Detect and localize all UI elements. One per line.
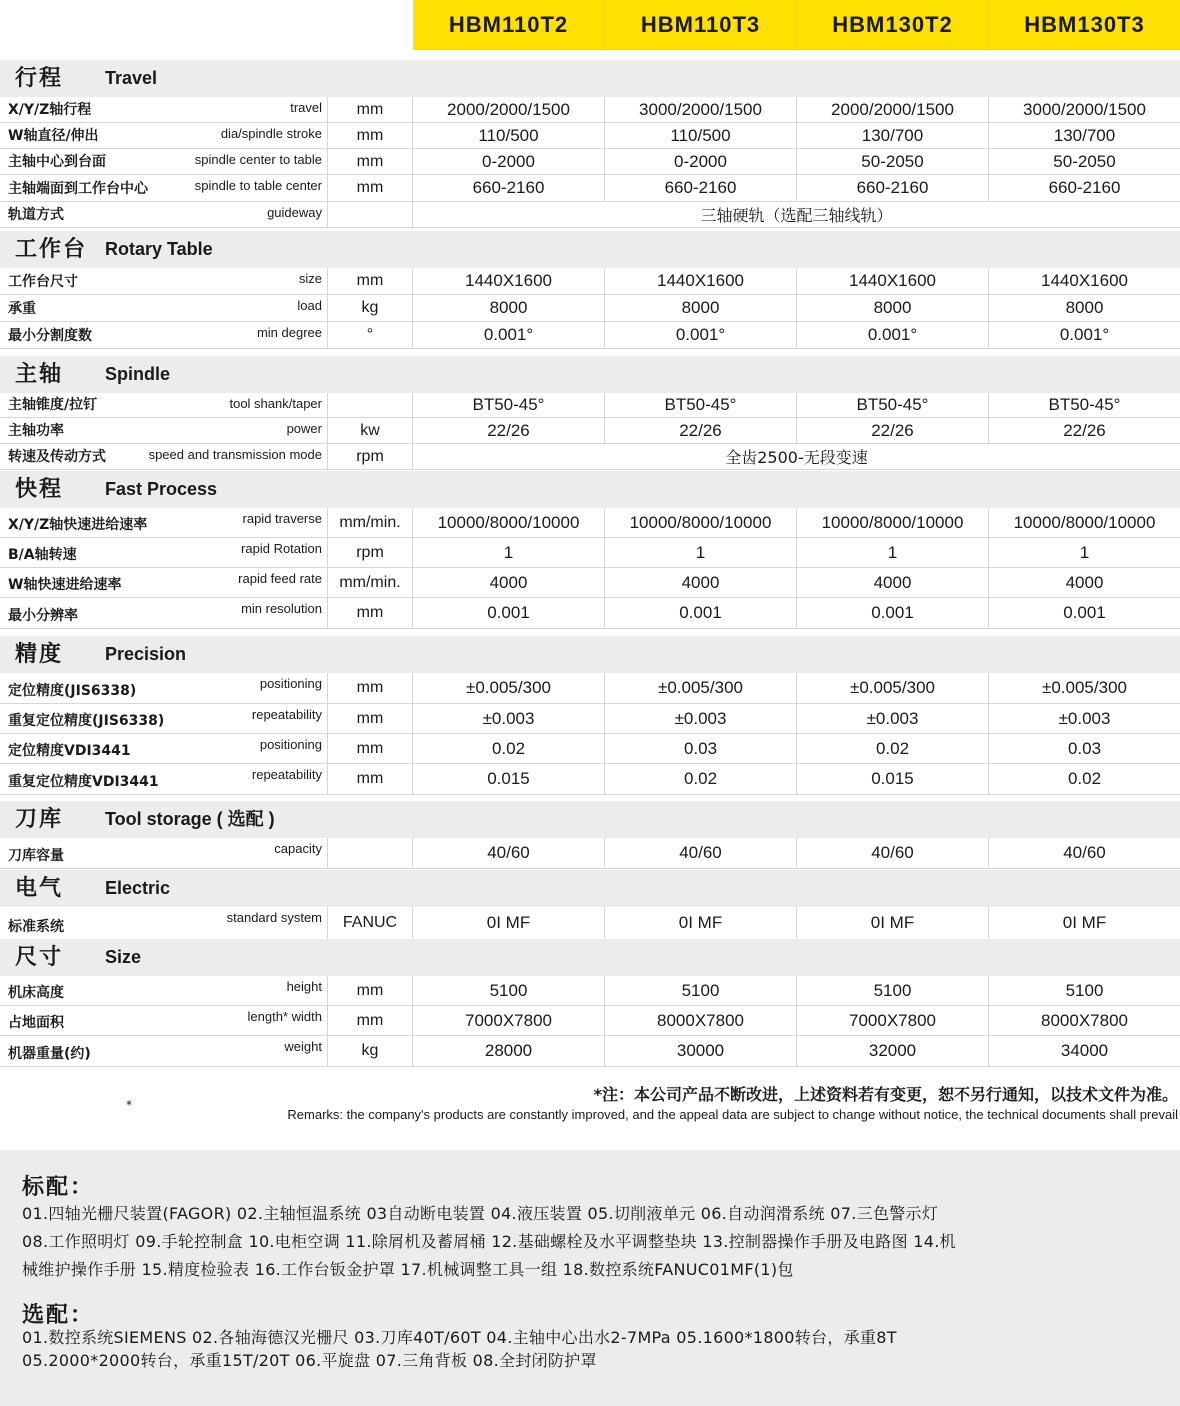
spec-unit: mm bbox=[328, 1006, 413, 1035]
spec-value: 1 bbox=[413, 538, 605, 567]
spec-value: 0.001° bbox=[797, 322, 989, 348]
spec-label bbox=[0, 97, 328, 122]
spec-label-en: positioning bbox=[259, 737, 322, 752]
spec-value: 32000 bbox=[797, 1036, 989, 1066]
spec-label-cn: 主轴功率 bbox=[8, 423, 64, 439]
section-title-en: Tool storage ( 选配 ) bbox=[105, 809, 275, 829]
model-header-0: HBM110T2 bbox=[413, 0, 605, 50]
remarks-cn: *注：本公司产品不断改进，上述资料若有变更，恕不另行通知，以技术文件为准。 bbox=[593, 1085, 1178, 1104]
spec-label-cn: 刀库容量 bbox=[8, 848, 64, 864]
spec-value: 1440X1600 bbox=[1041, 271, 1128, 290]
spec-unit bbox=[328, 393, 413, 417]
spec-value: 660-2160 bbox=[1048, 178, 1121, 197]
spec-value: 0I MF bbox=[605, 907, 797, 939]
section-header bbox=[0, 231, 1180, 268]
spec-value: 0.02 bbox=[413, 734, 605, 763]
header-blank bbox=[0, 0, 413, 50]
spec-label-cn: 机器重量(约) bbox=[8, 1046, 91, 1062]
section-title-en: Spindle bbox=[105, 364, 171, 384]
spec-unit: rpm bbox=[328, 538, 413, 567]
spec-label bbox=[0, 704, 328, 733]
spec-value: 40/60 bbox=[797, 838, 989, 868]
spec-value: 10000/8000/10000 bbox=[1013, 512, 1156, 532]
spec-value: 0-2000 bbox=[413, 149, 605, 174]
spec-unit: mm bbox=[328, 149, 413, 174]
spec-label-cn: 主轴中心到台面 bbox=[8, 154, 106, 170]
spec-value: 28000 bbox=[413, 1036, 605, 1066]
spec-label-en: positioning bbox=[259, 676, 322, 691]
spec-unit: mm bbox=[328, 976, 413, 1005]
section-title-en: Size bbox=[105, 947, 142, 967]
spec-value: 0.02 bbox=[1067, 769, 1102, 788]
accessories-panel bbox=[0, 1150, 1180, 1406]
spec-label bbox=[0, 976, 328, 1005]
spec-label-cn: 标准系统 bbox=[8, 919, 64, 935]
spec-value: 5100 bbox=[413, 976, 605, 1005]
spec-unit: mm/min. bbox=[328, 568, 413, 597]
spec-label-cn: W轴快速进给速率 bbox=[8, 577, 122, 593]
spec-label-en: length* width bbox=[247, 1009, 322, 1024]
spec-label-cn: X/Y/Z轴快速进给速率 bbox=[8, 517, 148, 533]
spec-label-en: guideway bbox=[267, 205, 322, 220]
model-header-2: HBM130T2 bbox=[797, 0, 989, 50]
spec-label-cn: 工作台尺寸 bbox=[8, 274, 78, 290]
spec-row bbox=[0, 149, 1180, 175]
spec-value: 8000X7800 bbox=[605, 1006, 797, 1035]
spec-row bbox=[0, 976, 1180, 1006]
spec-unit: kg bbox=[328, 295, 413, 321]
spec-row bbox=[0, 295, 1180, 322]
spec-row bbox=[0, 418, 1180, 444]
spec-value: 0.001 bbox=[797, 598, 989, 628]
spec-unit: mm bbox=[328, 734, 413, 763]
spec-value: ±0.003 bbox=[1058, 708, 1111, 728]
standard-line: 械维护操作手册 15.精度检验表 16.工作台钣金护罩 17.机械调整工具一组 18.数控系统FANUC01MF(1)包 bbox=[22, 1260, 794, 1279]
spec-label-cn: 占地面积 bbox=[8, 1015, 64, 1031]
spec-unit: mm bbox=[328, 598, 413, 628]
section-title-cn: 快程 bbox=[15, 477, 64, 502]
spec-row bbox=[0, 322, 1180, 349]
spec-row bbox=[0, 202, 1180, 228]
spec-label bbox=[0, 838, 328, 868]
spec-unit: mm bbox=[328, 764, 413, 794]
spec-value: 5100 bbox=[797, 976, 989, 1005]
spec-label bbox=[0, 734, 328, 763]
spec-value: 50-2050 bbox=[1053, 151, 1116, 171]
spec-value: 5100 bbox=[1065, 980, 1104, 1000]
spec-value: BT50-45° bbox=[413, 393, 605, 417]
spec-label-cn: 承重 bbox=[8, 301, 36, 317]
spec-label bbox=[0, 764, 328, 794]
spec-label-en: speed and transmission mode bbox=[148, 447, 322, 462]
spec-value: 0I MF bbox=[413, 907, 605, 939]
section-title-cn: 精度 bbox=[15, 642, 64, 667]
spec-value: 0.015 bbox=[797, 764, 989, 794]
spec-value: 0-2000 bbox=[605, 149, 797, 174]
spec-label-cn: 转速及传动方式 bbox=[8, 449, 106, 465]
spec-value: 1440X1600 bbox=[605, 268, 797, 294]
spec-value: ±0.003 bbox=[797, 704, 989, 733]
spec-unit: mm/min. bbox=[328, 508, 413, 537]
section-title-cn: 尺寸 bbox=[15, 945, 64, 970]
spec-value: 0.02 bbox=[797, 734, 989, 763]
spec-value: 0.001° bbox=[1059, 325, 1110, 344]
spec-value: 0.015 bbox=[413, 764, 605, 794]
spec-value-merged: 三轴硬轨（选配三轴线轨） bbox=[700, 206, 893, 225]
spec-row bbox=[0, 598, 1180, 629]
spec-value: 30000 bbox=[605, 1036, 797, 1066]
spec-value: 3000/2000/1500 bbox=[1023, 99, 1146, 119]
spec-unit: ° bbox=[328, 322, 413, 348]
spec-label-cn: 轨道方式 bbox=[8, 207, 64, 223]
spec-label-cn: 最小分辨率 bbox=[8, 608, 78, 624]
spec-label bbox=[0, 1036, 328, 1066]
spec-label-cn: 最小分割度数 bbox=[8, 328, 92, 344]
spec-unit: mm bbox=[328, 175, 413, 201]
spec-value: 22/26 bbox=[1063, 420, 1106, 440]
spec-value: 10000/8000/10000 bbox=[413, 508, 605, 537]
spec-label-cn: 重复定位精度(JIS6338) bbox=[8, 713, 165, 729]
spec-value: 7000X7800 bbox=[797, 1006, 989, 1035]
optional-line: 05.2000*2000转台，承重15T/20T 06.平旋盘 07.三角背板 08.全封闭防护罩 bbox=[22, 1351, 597, 1370]
spec-label bbox=[0, 175, 328, 201]
spec-value: 40/60 bbox=[413, 838, 605, 868]
spec-unit: FANUC bbox=[328, 907, 413, 939]
spec-label bbox=[0, 538, 328, 567]
model-header-1: HBM110T3 bbox=[605, 0, 797, 50]
spec-label-en: tool shank/taper bbox=[229, 396, 322, 411]
spec-label-cn: 重复定位精度VDI3441 bbox=[8, 774, 159, 790]
spec-label bbox=[0, 393, 328, 417]
spec-value: 22/26 bbox=[413, 418, 605, 443]
spec-unit: mm bbox=[328, 97, 413, 122]
spec-label-cn: 定位精度(JIS6338) bbox=[8, 683, 137, 699]
spec-value: ±0.005/300 bbox=[1042, 678, 1127, 697]
spec-value: 0I MF bbox=[1062, 913, 1107, 932]
section-title-en: Travel bbox=[105, 68, 158, 88]
spec-unit bbox=[328, 202, 413, 227]
section-header bbox=[0, 801, 1180, 838]
spec-value: 34000 bbox=[1060, 1041, 1109, 1060]
spec-value: 3000/2000/1500 bbox=[605, 97, 797, 122]
optional-title: 选配： bbox=[22, 1303, 95, 1328]
spec-value: BT50-45° bbox=[797, 393, 989, 417]
spec-value: 5100 bbox=[605, 976, 797, 1005]
spec-value: 0I MF bbox=[797, 907, 989, 939]
spec-label-cn: 主轴锥度/拉钉 bbox=[8, 397, 98, 413]
spec-label-en: repeatability bbox=[251, 767, 322, 782]
standard-list bbox=[22, 1200, 1172, 1284]
section-title-cn: 行程 bbox=[15, 66, 64, 91]
spec-unit: mm bbox=[328, 123, 413, 148]
spec-value: 2000/2000/1500 bbox=[797, 97, 989, 122]
spec-value: 0.001° bbox=[605, 322, 797, 348]
spec-value: 4000 bbox=[1065, 572, 1104, 592]
spec-table bbox=[0, 60, 1180, 1065]
spec-value: 1440X1600 bbox=[797, 268, 989, 294]
spec-label-en: travel bbox=[290, 100, 322, 115]
spec-value: 4000 bbox=[605, 568, 797, 597]
spec-label-en: min degree bbox=[256, 325, 322, 340]
spec-value: 7000X7800 bbox=[413, 1006, 605, 1035]
spec-row bbox=[0, 764, 1180, 795]
spec-row bbox=[0, 568, 1180, 598]
spec-row bbox=[0, 97, 1180, 123]
standard-title: 标配： bbox=[22, 1175, 95, 1200]
remarks-en: Remarks: the company's products are constantly improved, and the appeal data are subject to change without notice, the technical documents shall prevail bbox=[287, 1107, 1178, 1122]
spec-value: 110/500 bbox=[605, 123, 797, 148]
spec-row bbox=[0, 907, 1180, 940]
spec-value: 1440X1600 bbox=[413, 268, 605, 294]
section-title-cn: 电气 bbox=[15, 876, 64, 901]
section-title-cn: 工作台 bbox=[15, 237, 88, 262]
spec-value: 8000 bbox=[413, 295, 605, 321]
spec-value: 0.001 bbox=[605, 598, 797, 628]
spec-value: 50-2050 bbox=[797, 149, 989, 174]
spec-label-en: load bbox=[297, 298, 322, 313]
spec-label-en: repeatability bbox=[251, 707, 322, 722]
spec-value: 660-2160 bbox=[413, 175, 605, 201]
spec-label-en: spindle to table center bbox=[194, 178, 322, 193]
section-title-cn: 刀库 bbox=[15, 807, 64, 832]
spec-label-en: rapid Rotation bbox=[241, 541, 322, 556]
section-title-en: Fast Process bbox=[105, 479, 218, 499]
spec-value: 22/26 bbox=[605, 418, 797, 443]
spec-row bbox=[0, 673, 1180, 704]
spec-label-en: min resolution bbox=[241, 601, 322, 616]
spec-label bbox=[0, 444, 328, 469]
spec-value: 10000/8000/10000 bbox=[605, 508, 797, 537]
spec-value: 0.001 bbox=[1063, 603, 1106, 622]
spec-label-en: weight bbox=[284, 1039, 322, 1054]
spec-value: 110/500 bbox=[413, 123, 605, 148]
section-title-cn: 主轴 bbox=[15, 362, 64, 387]
spec-value: 8000 bbox=[605, 295, 797, 321]
spec-value: 8000 bbox=[1065, 298, 1104, 317]
section-title-en: Rotary Table bbox=[105, 239, 213, 259]
spec-unit: kw bbox=[328, 418, 413, 443]
spec-row bbox=[0, 538, 1180, 568]
model-header-3: HBM130T3 bbox=[989, 0, 1180, 50]
spec-value: 0.03 bbox=[1067, 738, 1102, 758]
spec-value: 8000X7800 bbox=[1041, 1010, 1128, 1030]
spec-label-cn: 定位精度VDI3441 bbox=[8, 743, 131, 759]
spec-value: 10000/8000/10000 bbox=[797, 508, 989, 537]
spec-row bbox=[0, 268, 1180, 295]
section-header bbox=[0, 60, 1180, 97]
spec-value: 0.001° bbox=[413, 322, 605, 348]
spec-row bbox=[0, 1006, 1180, 1036]
spec-unit bbox=[328, 838, 413, 868]
spec-label bbox=[0, 673, 328, 703]
section-header bbox=[0, 636, 1180, 673]
spec-label-en: dia/spindle stroke bbox=[220, 126, 322, 141]
optional-line: 01.数控系统SIEMENS 02.各轴海德汉光栅尺 03.刀库40T/60T 04.主轴中心出水2-7MPa 05.1600*1800转台，承重8T bbox=[22, 1328, 897, 1347]
section-header bbox=[0, 471, 1180, 508]
spec-label bbox=[0, 123, 328, 148]
spec-value: 1 bbox=[797, 538, 989, 567]
spec-value: 1 bbox=[1079, 542, 1090, 562]
optional-list bbox=[22, 1326, 1172, 1372]
spec-label-en: rapid traverse bbox=[242, 511, 322, 526]
spec-label-en: capacity bbox=[274, 841, 322, 856]
spec-unit: mm bbox=[328, 268, 413, 294]
spec-value: 660-2160 bbox=[797, 175, 989, 201]
spec-row bbox=[0, 734, 1180, 764]
spec-value: 0.001 bbox=[413, 598, 605, 628]
spec-row bbox=[0, 444, 1180, 470]
spec-value: ±0.003 bbox=[605, 704, 797, 733]
section-header bbox=[0, 356, 1180, 393]
spec-label-cn: 机床高度 bbox=[8, 985, 64, 1001]
section-title-en: Electric bbox=[105, 878, 171, 898]
spec-value: 2000/2000/1500 bbox=[413, 97, 605, 122]
spec-label bbox=[0, 508, 328, 537]
spec-label-en: size bbox=[298, 271, 322, 286]
spec-value: 40/60 bbox=[1063, 843, 1106, 862]
spec-value: 660-2160 bbox=[605, 175, 797, 201]
section-header bbox=[0, 870, 1180, 907]
spec-value: 130/700 bbox=[797, 123, 989, 148]
spec-value: 1 bbox=[605, 538, 797, 567]
spec-label bbox=[0, 322, 328, 348]
spec-value: 22/26 bbox=[797, 418, 989, 443]
spec-value: 130/700 bbox=[1053, 125, 1116, 145]
spec-label bbox=[0, 202, 328, 227]
spec-row bbox=[0, 175, 1180, 202]
spec-label bbox=[0, 295, 328, 321]
spec-label-cn: W轴直径/伸出 bbox=[8, 128, 99, 144]
spec-row bbox=[0, 704, 1180, 734]
spec-label-en: standard system bbox=[226, 910, 322, 925]
standard-line: 08.工作照明灯 09.手轮控制盒 10.电柜空调 11.除屑机及蓄屑桶 12.基础螺栓及水平调整垫块 13.控制器操作手册及电路图 14.机 bbox=[22, 1232, 956, 1251]
spec-value: BT50-45° bbox=[605, 393, 797, 417]
spec-value: ±0.005/300 bbox=[797, 673, 989, 703]
spec-unit: mm bbox=[328, 704, 413, 733]
spec-value-merged: 全齿2500-无段变速 bbox=[725, 448, 868, 467]
spec-value: ±0.005/300 bbox=[413, 673, 605, 703]
spec-row bbox=[0, 508, 1180, 538]
spec-label-cn: B/A轴转速 bbox=[8, 547, 77, 563]
spec-value: 8000 bbox=[797, 295, 989, 321]
spec-value: 0.03 bbox=[605, 734, 797, 763]
spec-row bbox=[0, 838, 1180, 869]
spec-label bbox=[0, 1006, 328, 1035]
standard-line: 01.四轴光栅尺装置(FAGOR) 02.主轴恒温系统 03自动断电装置 04.液压装置 05.切削液单元 06.自动润滑系统 07.三色警示灯 bbox=[22, 1204, 939, 1223]
spec-value: ±0.005/300 bbox=[605, 673, 797, 703]
section-title-en: Precision bbox=[105, 644, 187, 664]
spec-unit: mm bbox=[328, 673, 413, 703]
spec-label bbox=[0, 268, 328, 294]
spec-value: 0.02 bbox=[605, 764, 797, 794]
spec-value: 4000 bbox=[413, 568, 605, 597]
spec-label-cn: X/Y/Z轴行程 bbox=[8, 102, 92, 118]
spec-value: 4000 bbox=[797, 568, 989, 597]
spec-value: 40/60 bbox=[605, 838, 797, 868]
section-header bbox=[0, 939, 1180, 976]
spec-label bbox=[0, 149, 328, 174]
spec-label-en: height bbox=[286, 979, 322, 994]
spec-label bbox=[0, 568, 328, 597]
spec-label bbox=[0, 598, 328, 628]
spec-unit: kg bbox=[328, 1036, 413, 1066]
spec-value: BT50-45° bbox=[1048, 395, 1121, 414]
spec-label-en: power bbox=[286, 421, 322, 436]
spec-label-en: spindle center to table bbox=[194, 152, 322, 167]
spec-unit: rpm bbox=[328, 444, 413, 469]
spec-value: ±0.003 bbox=[413, 704, 605, 733]
spec-label bbox=[0, 418, 328, 443]
model-header bbox=[0, 0, 1180, 50]
spec-row bbox=[0, 1036, 1180, 1067]
spec-label-en: rapid feed rate bbox=[238, 571, 322, 586]
spec-label-cn: 主轴端面到工作台中心 bbox=[8, 181, 148, 197]
spec-row bbox=[0, 393, 1180, 418]
spec-label bbox=[0, 907, 328, 939]
remarks-star: * bbox=[126, 1098, 132, 1112]
spec-row bbox=[0, 123, 1180, 149]
